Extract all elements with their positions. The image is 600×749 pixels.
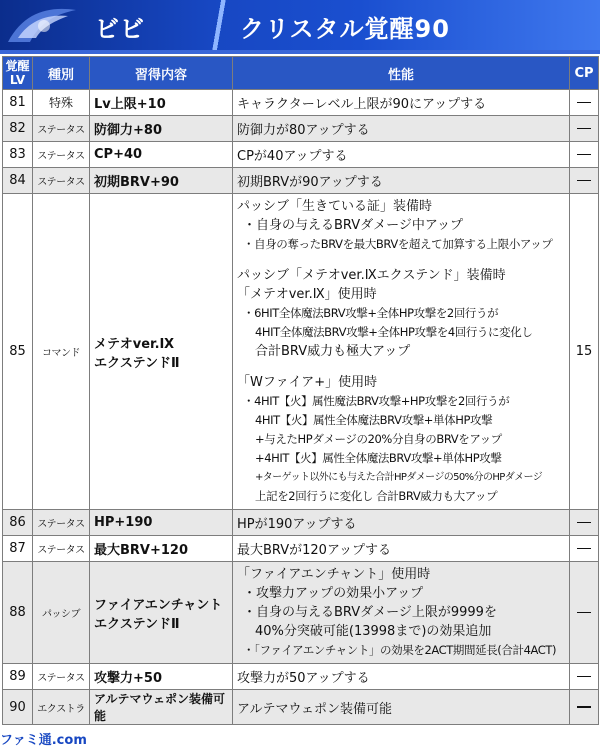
dash-icon [577,102,591,104]
row-effect: HPが190アップする [233,510,570,536]
effect-line: ・6HIT全体魔法BRV攻撃+全体HP攻撃を2回行うが [243,306,499,320]
column-header-type: 種別 [33,57,90,90]
dash-icon [577,676,591,678]
table-row [3,116,599,142]
effect-line: 4HIT【火】属性全体魔法BRV攻撃+単体HP攻撃 [255,413,493,427]
row-skill: 防御力+80 [90,116,233,142]
row-cp [570,536,599,562]
effect-line: ・自身の与えるBRVダメージ中アップ [243,218,463,233]
effect-line: +与えたHPダメージの20%分自身のBRVをアップ [255,432,502,446]
effect-line: ・4HIT【火】属性魔法BRV攻撃+HP攻撃を2回行うが [243,394,510,408]
row-cp [570,562,599,664]
effect-line: ・攻撃力アップの効果小アップ [243,586,424,601]
row-skill [90,194,233,510]
banner-stripe [0,50,600,54]
row-cp [570,664,599,690]
table-row [3,168,599,194]
row-cp [570,168,599,194]
row-lv: 89 [3,664,33,690]
column-header-skill: 習得内容 [90,57,233,90]
character-name: ビビ [95,15,145,43]
title-banner [0,0,600,50]
table-row [3,142,599,168]
row-effect: 攻撃力が50アップする [233,664,570,690]
row-effect: CPが40アップする [233,142,570,168]
row-cp: 15 [570,194,599,510]
row-lv: 86 [3,510,33,536]
row-cp [570,116,599,142]
effect-line: 「ファイアエンチャント」使用時 [237,567,431,582]
effect-line: 4HIT全体魔法BRV攻撃+全体HP攻撃を4回行うに変化し [255,325,533,339]
skill-name-line: メテオver.Ⅸ [94,336,175,352]
row-skill: Lv上限+10 [90,90,233,116]
row-lv: 82 [3,116,33,142]
row-type: ステータス [33,510,90,536]
row-lv: 83 [3,142,33,168]
dash-icon [577,522,591,524]
table-row [3,664,599,690]
row-type: ステータス [33,168,90,194]
effect-line: ・「ファイアエンチャント」の効果を2ACT期間延長(合計4ACT) [243,643,557,657]
table-row [3,536,599,562]
banner-divider [212,0,226,50]
row-type: ステータス [33,664,90,690]
crystal-awakening-table [2,56,599,725]
row-lv: 87 [3,536,33,562]
effect-line: ・自身の与えるBRVダメージ上限が9999を [243,605,497,620]
dash-icon [577,612,591,614]
row-cp [570,510,599,536]
dash-icon [577,154,591,156]
table-row [3,194,599,510]
row-skill: HP+190 [90,510,233,536]
skill-name-line: エクステンドⅡ [94,616,180,632]
effect-line: パッシブ「メテオver.Ⅸエクステンド」装備時 [237,268,506,283]
row-type: ステータス [33,536,90,562]
row-type: 特殊 [33,90,90,116]
row-type: エクストラ [33,690,90,725]
effect-line: ・自身の奪ったBRVを最大BRVを超えて加算する上限小アップ [243,237,553,251]
row-skill: 初期BRV+90 [90,168,233,194]
row-lv: 88 [3,562,33,664]
row-type: ステータス [33,142,90,168]
dash-icon [577,706,591,708]
row-type: パッシブ [33,562,90,664]
row-skill: 最大BRV+120 [90,536,233,562]
row-lv: 84 [3,168,33,194]
effect-line: 合計BRV威力も極大アップ [255,344,411,359]
row-cp [570,142,599,168]
skill-name-line: ファイアエンチャント [94,597,223,613]
dash-icon [577,180,591,182]
table-header-row [3,57,599,90]
effect-line: 「Wファイア+」使用時 [237,375,378,390]
table-row [3,90,599,116]
dash-icon [577,128,591,130]
row-effect: アルテマウェポン装備可能 [233,690,570,725]
row-skill [90,562,233,664]
row-effect: キャラクターレベル上限が90にアップする [233,90,570,116]
row-type: コマンド [33,194,90,510]
effect-line: +4HIT【火】属性全体魔法BRV攻撃+単体HP攻撃 [255,451,502,465]
table-row [3,562,599,664]
table-row [3,510,599,536]
row-type: ステータス [33,116,90,142]
row-lv: 90 [3,690,33,725]
effect-line: +ターゲット以外にも与えた合計HPダメージの50%分のHPダメージ [255,472,543,483]
table-row [3,690,599,725]
section-title: クリスタル覚醒90 [240,15,450,43]
row-lv: 81 [3,90,33,116]
site-watermark: ファミ通.com [0,733,87,748]
row-skill: 攻撃力+50 [90,664,233,690]
effect-line: 上記を2回行うに変化し 合計BRV威力も大アップ [255,489,498,503]
row-lv: 85 [3,194,33,510]
row-skill: アルテマウェポン装備可能 [90,690,233,725]
row-cp [570,690,599,725]
row-cp [570,90,599,116]
row-skill: CP+40 [90,142,233,168]
effect-line: パッシブ「生きている証」装備時 [237,199,433,214]
skill-name-line: エクステンドⅡ [94,355,180,371]
column-header-lv: 覚醒 LV [3,57,33,90]
row-effect: 最大BRVが120アップする [233,536,570,562]
row-effect [233,562,570,664]
column-header-cp: CP [570,57,599,90]
dash-icon [577,548,591,550]
column-header-effect: 性能 [233,57,570,90]
effect-line: 「メテオver.Ⅸ」使用時 [237,287,377,302]
row-effect: 初期BRVが90アップする [233,168,570,194]
row-effect [233,194,570,510]
row-effect: 防御力が80アップする [233,116,570,142]
effect-line: 40%分突破可能(13998まで)の効果追加 [255,624,492,639]
ffviii-logo-icon [4,2,80,48]
